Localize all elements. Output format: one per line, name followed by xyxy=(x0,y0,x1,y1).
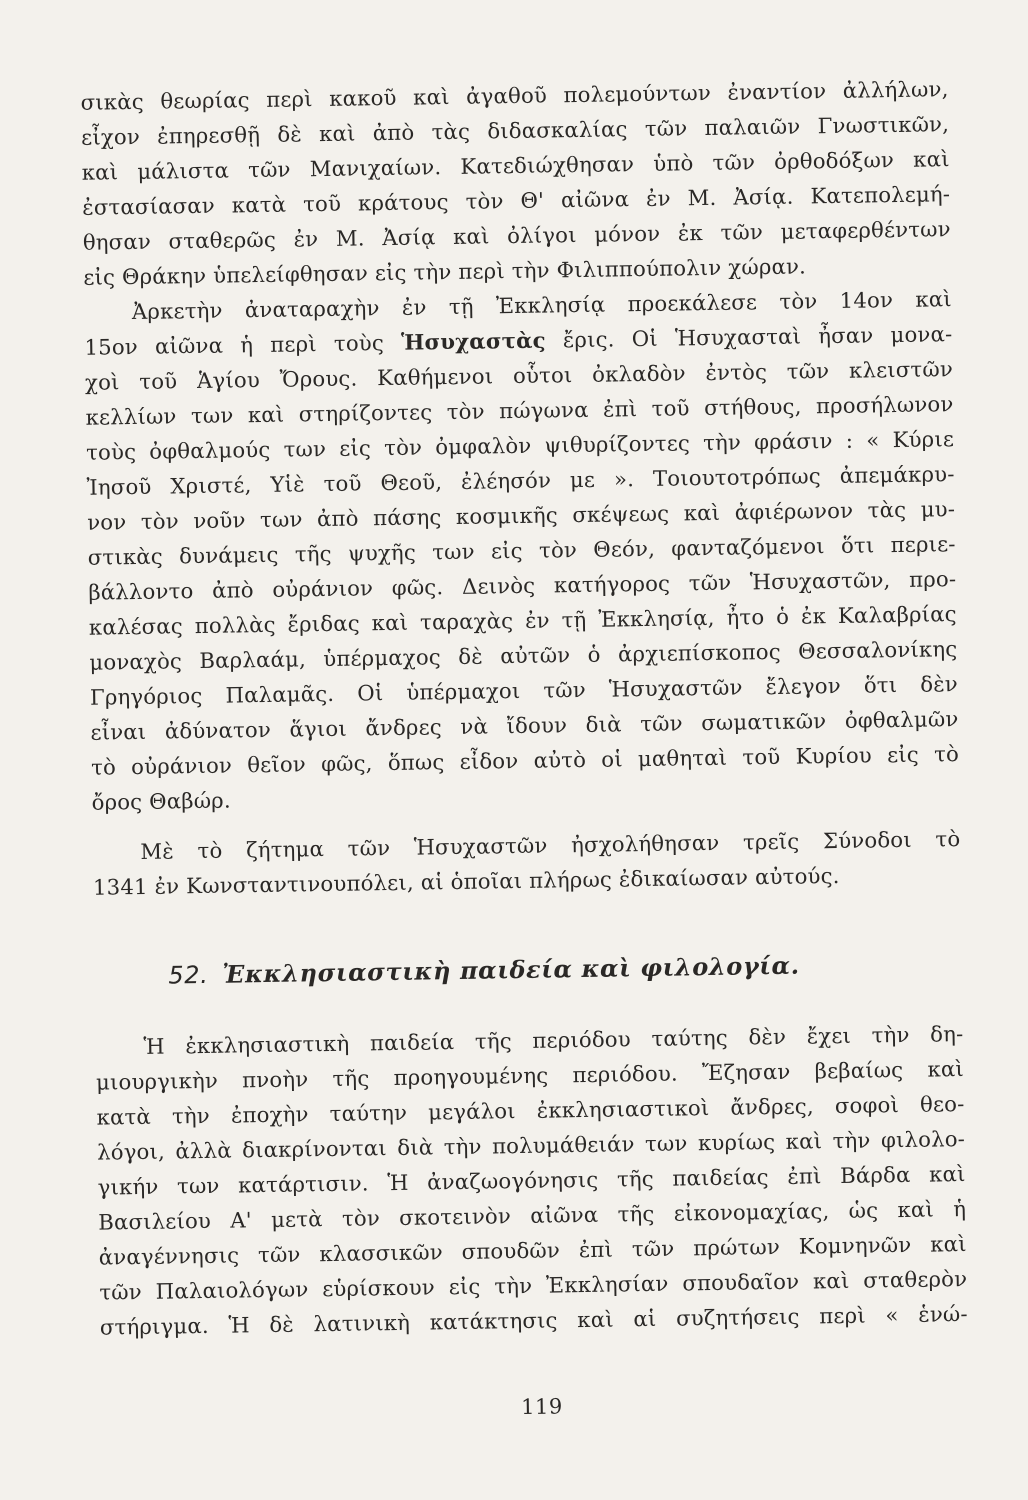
section-heading xyxy=(168,949,928,990)
text-line: στήριγμα. Ἡ δὲ λατινικὴ κατάκτησις καὶ αἱ συζητήσεις περὶ « ἑνώ- xyxy=(99,1301,968,1340)
text-line: βάλλοντο ἀπὸ οὐράνιον φῶς. Δεινὸς κατήγορος τῶν Ἡσυχαστῶν, προ- xyxy=(88,566,957,605)
text-line: Γρηγόριος Παλαμᾶς. Οἱ ὑπέρμαχοι τῶν Ἡσυχαστῶν ἔλεγον ὅτι δὲν xyxy=(89,671,959,710)
text-line: θησαν σταθερῶς ἐν Μ. Ἀσίᾳ καὶ ὀλίγοι μόνον ἐκ τῶν μεταφερθέντων xyxy=(82,216,951,255)
text-line: Ἰησοῦ Χριστέ, Υἱὲ τοῦ Θεοῦ, ἐλέησόν με ». Τοιουτοτρόπως ἀπεμάκρυ- xyxy=(86,461,955,500)
text-line: τὸ οὐράνιον θεῖον φῶς, ὅπως εἶδον αὐτὸ οἱ μαθηταὶ τοῦ Κυρίου εἰς τὸ xyxy=(90,741,960,780)
text-line: τῶν Παλαιολόγων εὑρίσκουν εἰς τὴν Ἐκκλησίαν σπουδαῖον καὶ σταθερὸν xyxy=(99,1266,968,1305)
text-line: στικὰς δυνάμεις τῆς ψυχῆς των εἰς τὸν Θεόν, φανταζόμενοι ὅτι περιε- xyxy=(87,531,956,570)
text-line: μοναχὸς Βαρλαάμ, ὑπέρμαχος δὲ αὐτῶν ὁ ἀρχιεπίσκοπος Θεσσαλονίκης xyxy=(89,636,958,675)
text-line: εἶχον ἐπηρεσθῇ δὲ καὶ ἀπὸ τὰς διδασκαλίας τῶν παλαιῶν Γνωστικῶν, xyxy=(80,111,950,150)
text-span: ἔρις. Οἱ Ἡσυχασταὶ ἦσαν μονα- xyxy=(545,321,953,353)
bold-term: Ἡσυχαστὰς xyxy=(400,327,546,355)
text-line: Ἀρκετὴν ἀναταραχὴν ἐν τῇ Ἐκκλησίᾳ προεκάλεσε τὸν 14ον καὶ xyxy=(131,286,953,325)
text-line: κατὰ τὴν ἐποχὴν ταύτην μεγάλοι ἐκκλησιαστικοὶ ἄνδρες, σοφοὶ θεο- xyxy=(96,1091,965,1130)
section-number: 52. xyxy=(168,960,209,990)
text-line: Μὲ τὸ ζήτημα τῶν Ἡσυχαστῶν ἠσχολήθησαν τρεῖς Σύνοδοι τὸ xyxy=(140,826,961,864)
text-line: μιουργικὴν πνοὴν τῆς προηγουμένης περιόδου. Ἔζησαν βεβαίως καὶ xyxy=(95,1056,965,1095)
text-span: 15ον αἰῶνα ἡ περὶ τοὺς xyxy=(84,329,402,360)
text-line: λόγοι, ἀλλὰ διακρίνονται διὰ τὴν πολυμάθειάν των κυρίως καὶ τὴν φιλολο- xyxy=(96,1126,966,1165)
section-title: Ἐκκλησιαστικὴ παιδεία καὶ φιλολογία. xyxy=(222,950,800,989)
text-line: εἰς Θράκην ὑπελείφθησαν εἰς τὴν περὶ τὴν Φιλιππούπολιν χώραν. xyxy=(83,253,807,290)
text-line: γικήν των κατάρτισιν. Ἡ ἀναζωογόνησις τῆς παιδείας ἐπὶ Βάρδα καὶ xyxy=(97,1161,966,1200)
text-line: Βασιλείου Α' μετὰ τὸν σκοτεινὸν αἰῶνα τῆς εἰκονομαχίας, ὡς καὶ ἡ xyxy=(98,1196,967,1235)
text-line: Ἡ ἐκκλησιαστικὴ παιδεία τῆς περιόδου ταύτης δὲν ἔχει τὴν δη- xyxy=(143,1021,964,1059)
text-line: εἶναι ἀδύνατον ἅγιοι ἄνδρες νὰ ἴδουν διὰ τῶν σωματικῶν ὀφθαλμῶν xyxy=(90,706,959,745)
text-line: ὄρος Θαβώρ. xyxy=(91,787,231,815)
text-line: 1341 ἐν Κωνσταντινουπόλει, αἱ ὁποῖαι πλήρως ἐδικαίωσαν αὐτούς. xyxy=(92,862,840,900)
text-line: νον τὸν νοῦν των ἀπὸ πάσης κοσμικῆς σκέψεως καὶ ἀφιέρωνον τὰς μυ- xyxy=(87,496,956,535)
text-line: κελλίων των καὶ στηρίζοντες τὸν πώγωνα ἐπὶ τοῦ στήθους, προσήλωνον xyxy=(85,391,954,430)
text-line: καλέσας πολλὰς ἔριδας καὶ ταραχὰς ἐν τῇ Ἐκκλησίᾳ, ἦτο ὁ ἐκ Καλαβρίας xyxy=(88,601,957,640)
text-line: τοὺς ὀφθαλμούς των εἰς τὸν ὀμφαλὸν ψιθυρίζοντες τὴν φράσιν : « Κύριε xyxy=(85,426,955,465)
text-line: ἀναγέννησις τῶν κλασσικῶν σπουδῶν ἐπὶ τῶν πρώτων Κομνηνῶν καὶ xyxy=(98,1231,967,1270)
book-page xyxy=(68,48,982,1462)
text-line: χοὶ τοῦ Ἁγίου Ὄρους. Καθήμενοι οὗτοι ὀκλαδὸν ἐντὸς τῶν κλειστῶν xyxy=(84,356,954,395)
page-number: 119 xyxy=(520,1394,563,1420)
text-line-with-bold xyxy=(84,323,952,358)
text-line: ἐστασίασαν κατὰ τοῦ κράτους τὸν Θ' αἰῶνα ἐν Μ. Ἀσίᾳ. Κατεπολεμή- xyxy=(82,181,951,220)
text-line: σικὰς θεωρίας περὶ κακοῦ καὶ ἀγαθοῦ πολεμούντων ἐναντίον ἀλλήλων, xyxy=(80,76,949,115)
text-line: καὶ μάλιστα τῶν Μανιχαίων. Κατεδιώχθησαν ὑπὸ τῶν ὀρθοδόξων καὶ xyxy=(81,146,950,185)
